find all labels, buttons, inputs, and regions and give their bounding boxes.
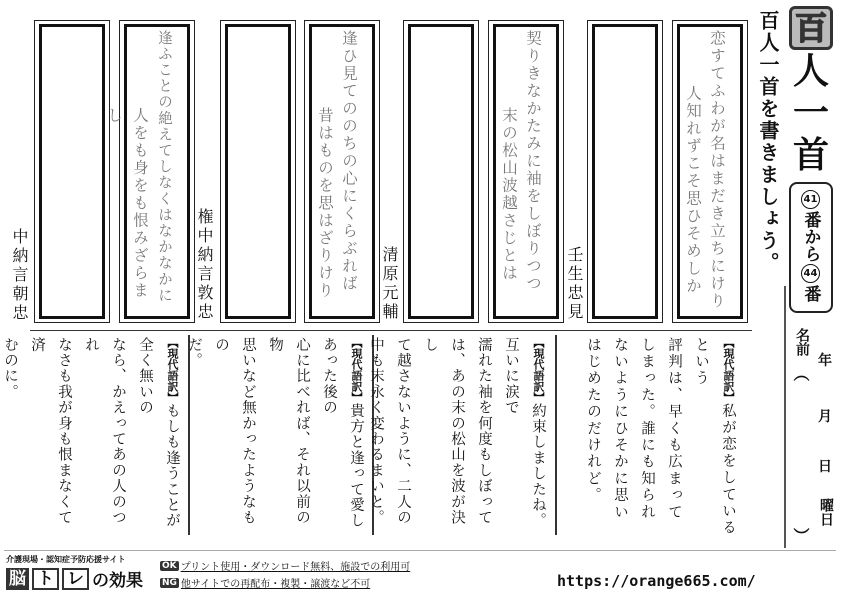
day-label: 日 [818, 459, 832, 475]
translation-3: 【現代語訳】貴方と逢って愛しあった後の 心に比べれば、それ以前の物 思いなど無かったようなもの だ。 [186, 337, 364, 529]
ng-notice [160, 575, 370, 590]
poem-line-2: 人をも身をも恨みざらまし [105, 107, 149, 300]
poem-line-2: 人知れずこそ思ひそめしか [684, 85, 702, 295]
brand-column [787, 6, 835, 313]
sample-box-3 [304, 20, 380, 323]
sample-box-1 [672, 20, 748, 323]
poem-line-1: 逢ふことの絶えてしなくはなかなかに [156, 30, 172, 304]
year-label: 年 [818, 353, 832, 369]
brand-hyaku: 百 [789, 6, 833, 50]
translation-label: 【現代語訳】 [350, 337, 363, 403]
logo-re: レ [62, 568, 89, 590]
footer-rule [4, 550, 836, 551]
author-name-2: 清原元輔 [380, 246, 399, 322]
site-tagline: 介護現場・認知症予防応援サイト [6, 555, 126, 564]
ng-text: 他サイトでの再配布・複製・譲渡など不可 [180, 579, 371, 590]
translation-label: 【現代語訳】 [722, 337, 735, 403]
site-url[interactable]: https://orange665.com/ [557, 572, 756, 590]
month-label: 月 [818, 409, 832, 425]
range-badge [789, 182, 833, 313]
close-paren: ） [791, 527, 811, 544]
range-from-label: 番から [800, 211, 821, 262]
ok-text: プリント使用・ダウンロード無料、施設での利用可 [180, 562, 411, 573]
translation-4: 【現代語訳】もしも逢うことが全く無いの なら、かえってあの人のつれ なさも我が身も恨まなくて済 むのに。 [2, 337, 180, 529]
ok-badge: OK [162, 560, 177, 571]
logo-to: ト [32, 568, 59, 590]
brand-shu: 首 [792, 135, 829, 176]
page-title: 百人一首を書きましょう。 [756, 10, 780, 274]
section-divider [30, 330, 752, 331]
translation-label: 【現代語訳】 [166, 337, 179, 403]
poem-line-1: 恋すてふわが名はまだき立ちにけり [708, 30, 726, 310]
poem-line-1: 契りきなかたみに袖をしぼりつつ [524, 30, 542, 293]
range-to-label: 番 [800, 285, 821, 302]
poem-line-2: 昔はものを思はざりけり [316, 107, 334, 300]
author-name-1: 壬生忠見 [565, 246, 584, 322]
brand-ichi: 一 [792, 93, 829, 134]
writing-box-2[interactable] [403, 20, 479, 323]
writing-box-3[interactable] [220, 20, 296, 323]
sample-box-2 [488, 20, 564, 323]
writing-box-4[interactable] [34, 20, 110, 323]
ok-notice [160, 558, 410, 573]
ng-badge: NG [162, 577, 177, 588]
name-date-field[interactable] [790, 328, 838, 548]
name-label: 名前 [794, 328, 810, 356]
translation-2: 【現代語訳】約束しましたね。互いに涙で 濡れた袖を何度もしぼって は、あの末の松山を波が決し て越さないように、二人の 中も末永く変わるまいと。 [368, 337, 546, 529]
sample-box-4 [105, 20, 195, 323]
poem-line-2: 末の松山波越さじとは [500, 107, 518, 282]
brand-nin: 人 [792, 51, 829, 92]
range-to-number: 44 [801, 264, 820, 283]
translation-divider [555, 335, 557, 535]
logo-no: 脳 [6, 568, 29, 590]
translation-1: 【現代語訳】私が恋をしているという 評判は、早くも広まって しまった。誰にも知られ ないようにひそかに思い はじめたのだけれど。 [585, 337, 736, 537]
translation-label: 【現代語訳】 [532, 337, 545, 403]
range-from-number: 41 [801, 190, 820, 209]
site-logo [6, 566, 143, 591]
open-paren: （ [791, 365, 811, 382]
logo-rest: の効果 [92, 571, 143, 591]
poem-line-1: 逢ひ見てののちの心にくらぶれば [340, 30, 358, 293]
author-name-4: 中納言朝忠 [10, 228, 29, 323]
writing-box-1[interactable] [587, 20, 663, 323]
weekday-label: 曜日 [818, 498, 834, 526]
author-name-3: 権中納言敦忠 [195, 208, 214, 322]
side-divider [784, 286, 786, 548]
